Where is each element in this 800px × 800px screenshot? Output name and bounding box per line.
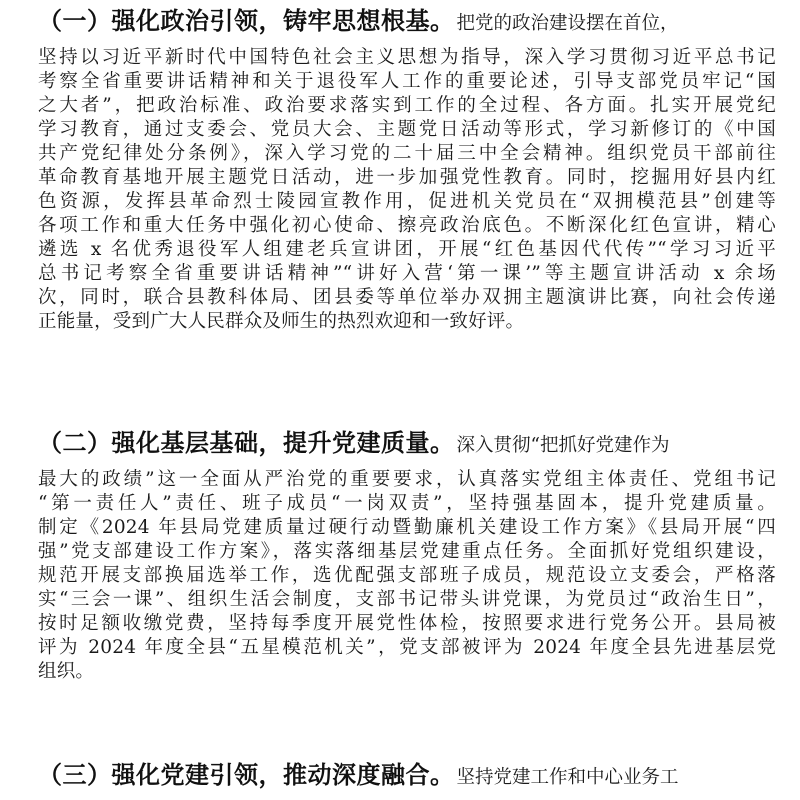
body-line: 色资源，发挥县革命烈士陵园宣教作用，促进机关党员在“双拥模范县”创建等	[38, 191, 776, 212]
body-line: 次，同时，联合县教科体局、团县委等单位举办双拥主题演讲比赛，向社会传递	[38, 287, 776, 308]
section-2-lead: 深入贯彻“把抓好党建作为	[456, 435, 670, 456]
body-line: 共产党纪律处分条例》，深入学习党的二十届三中全会精神。组织党员干部前往	[38, 143, 776, 164]
body-line: “第一责任人”责任、班子成员“一岗双责”，坚持强基固本，提升党建质量。	[38, 493, 776, 514]
body-line: 按时足额收缴党费，坚持每季度开展党性体检，按照要求进行党务公开。县局被	[38, 613, 776, 634]
section-1-heading: （一）强化政治引领，铸牢思想根基。	[38, 7, 455, 35]
body-line: 总书记考察全省重要讲话精神”“讲好入营‘第一课’”等主题宣讲活动 x 余场	[38, 263, 776, 284]
body-line: 正能量，受到广大人民群众及师生的热烈欢迎和一致好评。	[38, 311, 525, 332]
body-line: 规范开展支部换届选举工作，选优配强支部班子成员，规范设立支委会，严格落	[38, 565, 776, 586]
section-3-lead: 坚持党建工作和中心业务工	[456, 767, 679, 788]
section-1-lead: 把党的政治建设摆在首位，	[456, 13, 679, 34]
section-3-heading: （三）强化党建引领，推动深度融合。	[38, 761, 455, 789]
body-line: 制定《2024 年县局党建质量过硬行动暨勤廉机关建设工作方案》《县局开展“四	[38, 517, 776, 538]
body-line: 实“三会一课”、组织生活会制度，支部书记带头讲党课，为党员过“政治生日”，	[38, 589, 776, 610]
section-2-body	[38, 468, 776, 684]
body-line: 评为 2024 年度全县“五星模范机关”，党支部被评为 2024 年度全县先进基层党	[38, 637, 776, 658]
body-line: 各项工作和重大任务中强化初心使命、擦亮政治底色。不断深化红色宣讲，精心	[38, 215, 776, 236]
body-line: 坚持以习近平新时代中国特色社会主义思想为指导，深入学习贯彻习近平总书记	[38, 47, 776, 68]
body-line: 组织。	[38, 661, 95, 682]
section-1	[38, 4, 776, 334]
section-1-body	[38, 46, 776, 334]
body-line: 遴选 x 名优秀退役军人组建老兵宣讲团，开展“红色基因代代传”“学习习近平	[38, 239, 776, 260]
section-3-first-line	[38, 758, 776, 792]
section-1-first-line	[38, 4, 776, 38]
section-2-first-line	[38, 426, 776, 460]
section-2	[38, 426, 776, 684]
body-line: 最大的政绩”这一全面从严治党的重要要求，认真落实党组主体责任、党组书记	[38, 469, 776, 490]
section-3	[38, 758, 776, 792]
section-2-heading: （二）强化基层基础，提升党建质量。	[38, 429, 455, 457]
body-line: 考察全省重要讲话精神和关于退役军人工作的重要论述，引导支部党员牢记“国	[38, 71, 776, 92]
body-line: 强”党支部建设工作方案》，落实落细基层党建重点任务。全面抓好党组织建设，	[38, 541, 776, 562]
body-line: 革命教育基地开展主题党日活动，进一步加强党性教育。同时，挖掘用好县内红	[38, 167, 776, 188]
body-line: 学习教育，通过支委会、党员大会、主题党日活动等形式，学习新修订的《中国	[38, 119, 776, 140]
body-line: 之大者”，把政治标准、政治要求落实到工作的全过程、各方面。扎实开展党纪	[38, 95, 776, 116]
